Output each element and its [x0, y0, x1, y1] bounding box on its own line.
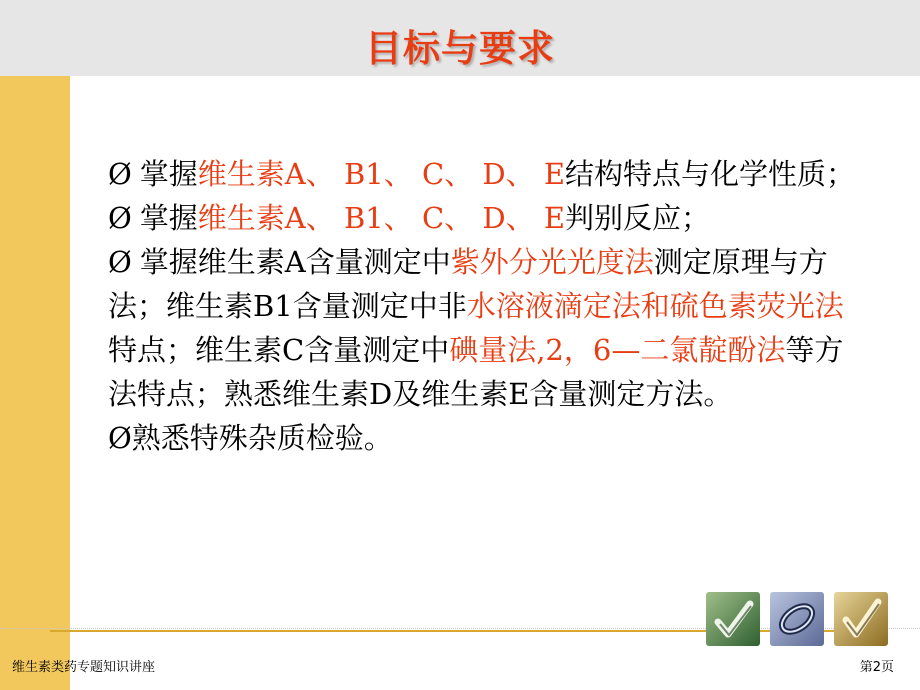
- bullet-arrow-icon: Ø: [108, 157, 132, 191]
- side-accent-strip: [0, 76, 70, 690]
- check-mark-icon: [706, 592, 760, 646]
- slide-content: [108, 152, 868, 460]
- list-item: Ø熟悉特殊杂质检验。: [108, 421, 393, 455]
- page-number: 第2页: [859, 660, 894, 675]
- bullet-arrow-icon: Ø: [108, 201, 132, 235]
- footer-course-name: 维生素类药专题知识讲座: [12, 660, 156, 675]
- check-mark-icon: [834, 592, 888, 646]
- bullet-arrow-icon: Ø: [108, 245, 132, 279]
- list-item: Ø 掌握维生素A、 B1、 C、 D、 E结构特点与化学性质；: [108, 157, 855, 191]
- bullet-arrow-icon: Ø: [108, 421, 132, 455]
- decor-icon-group: [706, 592, 888, 646]
- list-item: Ø 掌握维生素A含量测定中紫外分光光度法测定原理与方法；维生素B1含量测定中非水溶液滴定法和硫色素荧光法特点；维生素C含量测定中碘量法,2，6—二氯靛酚法等方法特点；熟悉维生素D及维生素E含量测定方法。: [108, 245, 844, 411]
- slide-title: 目标与要求: [365, 27, 555, 70]
- loop-ring-icon: [770, 592, 824, 646]
- list-item: Ø 掌握维生素A、 B1、 C、 D、 E判别反应；: [108, 201, 710, 235]
